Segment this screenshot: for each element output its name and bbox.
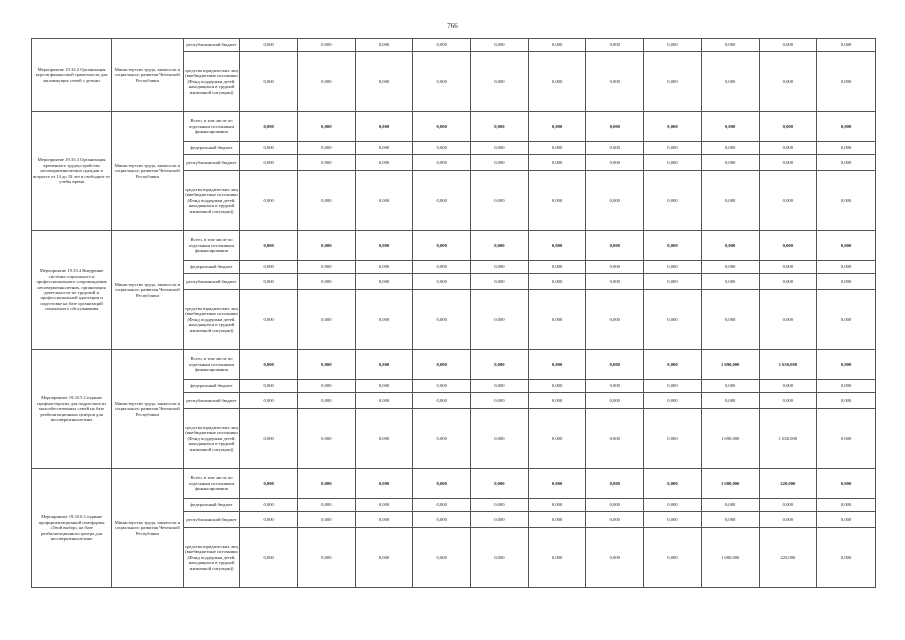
value-cell: 0,000 bbox=[355, 155, 413, 171]
value-cell: 0,000 bbox=[701, 171, 759, 231]
value-cell: 0,000 bbox=[528, 290, 586, 350]
value-cell: 0,000 bbox=[817, 39, 876, 52]
source-label: республиканский бюджет bbox=[183, 155, 240, 171]
source-label: федеральный бюджет bbox=[183, 261, 240, 274]
value-cell: 0,000 bbox=[471, 528, 529, 588]
value-cell: 0,000 bbox=[817, 52, 876, 112]
value-cell: 0,000 bbox=[644, 393, 702, 409]
table-row bbox=[32, 39, 876, 52]
value-cell: 0,000 bbox=[471, 380, 529, 393]
value-cell: 0,000 bbox=[817, 499, 876, 512]
value-cell: 0,000 bbox=[355, 52, 413, 112]
value-cell: 0,000 bbox=[298, 142, 356, 155]
value-cell: 0,000 bbox=[413, 393, 471, 409]
budget-table bbox=[31, 38, 876, 588]
value-cell: 0,000 bbox=[817, 512, 876, 528]
value-cell: 0,000 bbox=[586, 112, 644, 142]
value-cell: 0,000 bbox=[528, 350, 586, 380]
value-cell: 0,000 bbox=[528, 499, 586, 512]
value-cell: 0,000 bbox=[355, 231, 413, 261]
source-label: Всего, в том числе по отдельным источникам финансирования bbox=[183, 469, 240, 499]
value-cell: 0,000 bbox=[240, 142, 298, 155]
value-cell: 0,000 bbox=[759, 274, 817, 290]
value-cell: 0,000 bbox=[644, 512, 702, 528]
source-label: Всего, в том числе по отдельным источникам финансирования bbox=[183, 231, 240, 261]
value-cell: 0,000 bbox=[644, 469, 702, 499]
value-cell: 0,000 bbox=[471, 39, 529, 52]
value-cell: 0,000 bbox=[701, 39, 759, 52]
value-cell: 0,000 bbox=[240, 409, 298, 469]
value-cell: 0,000 bbox=[413, 261, 471, 274]
value-cell: 0,000 bbox=[471, 290, 529, 350]
value-cell: 0,000 bbox=[528, 380, 586, 393]
value-cell: 0,000 bbox=[644, 155, 702, 171]
value-cell: 0,000 bbox=[817, 393, 876, 409]
value-cell: 0,000 bbox=[240, 350, 298, 380]
value-cell: 0,000 bbox=[586, 261, 644, 274]
value-cell: 0,000 bbox=[528, 231, 586, 261]
value-cell: 0,000 bbox=[413, 290, 471, 350]
value-cell: 0,000 bbox=[759, 380, 817, 393]
value-cell: 0,000 bbox=[817, 261, 876, 274]
value-cell: 0,000 bbox=[528, 274, 586, 290]
source-label: федеральный бюджет bbox=[183, 499, 240, 512]
value-cell: 0,000 bbox=[240, 112, 298, 142]
value-cell: 0,000 bbox=[644, 231, 702, 261]
value-cell: 0,000 bbox=[701, 290, 759, 350]
value-cell: 0,000 bbox=[240, 512, 298, 528]
value-cell: 0,000 bbox=[355, 274, 413, 290]
table-row bbox=[32, 112, 876, 142]
source-label: республиканский бюджет bbox=[183, 274, 240, 290]
value-cell: 0,000 bbox=[644, 528, 702, 588]
value-cell: 0,000 bbox=[817, 350, 876, 380]
value-cell: 0,000 bbox=[528, 171, 586, 231]
value-cell: 0,000 bbox=[240, 155, 298, 171]
value-cell: 0,000 bbox=[298, 290, 356, 350]
value-cell: 0,000 bbox=[759, 155, 817, 171]
value-cell: 0,000 bbox=[586, 393, 644, 409]
value-cell: 0,000 bbox=[586, 350, 644, 380]
value-cell: 0,000 bbox=[701, 142, 759, 155]
value-cell: 0,000 bbox=[471, 52, 529, 112]
source-label: Всего, в том числе по отдельным источникам финансирования bbox=[183, 112, 240, 142]
source-label: средства юридических лиц (внебюджетные источники (Фонд поддержки детей, находящихся в трудной жизненной ситуации)) bbox=[183, 409, 240, 469]
value-cell: 0,000 bbox=[355, 350, 413, 380]
executor-cell: Министерство труда, занятости и социального развития Чеченской Республики bbox=[112, 350, 184, 469]
value-cell: 0,000 bbox=[817, 171, 876, 231]
value-cell: 0,000 bbox=[644, 142, 702, 155]
value-cell: 0,000 bbox=[471, 261, 529, 274]
value-cell: 0,000 bbox=[355, 409, 413, 469]
value-cell: 0,000 bbox=[817, 469, 876, 499]
value-cell: 0,000 bbox=[240, 274, 298, 290]
value-cell: 0,000 bbox=[298, 171, 356, 231]
value-cell: 0,000 bbox=[471, 512, 529, 528]
value-cell: 0,000 bbox=[701, 393, 759, 409]
value-cell: 0,000 bbox=[413, 142, 471, 155]
executor-cell: Министерство труда, занятости и социального развития Чеченской Республики bbox=[112, 231, 184, 350]
measure-title: Мероприятие 19.33.6 Создание профориентационной платформы «Твой выбор» на базе реабилитационного центра для несовершеннолетних bbox=[32, 469, 112, 588]
value-cell: 0,000 bbox=[817, 231, 876, 261]
executor-cell: Министерство труда, занятости и социального развития Чеченской Республики bbox=[112, 112, 184, 231]
value-cell: 0,000 bbox=[240, 528, 298, 588]
value-cell: 0,000 bbox=[355, 39, 413, 52]
value-cell: 0,000 bbox=[298, 155, 356, 171]
value-cell: 0,000 bbox=[759, 231, 817, 261]
value-cell: 0,000 bbox=[355, 112, 413, 142]
value-cell: 0,000 bbox=[240, 231, 298, 261]
value-cell: 0,000 bbox=[586, 512, 644, 528]
value-cell: 0,000 bbox=[586, 274, 644, 290]
value-cell: 0,000 bbox=[701, 499, 759, 512]
source-label: республиканский бюджет bbox=[183, 39, 240, 52]
value-cell: 0,000 bbox=[240, 469, 298, 499]
value-cell: 0,000 bbox=[471, 274, 529, 290]
source-label: средства юридических лиц (внебюджетные источники (Фонд поддержки детей, находящихся в трудной жизненной ситуации)) bbox=[183, 528, 240, 588]
value-cell: 0,000 bbox=[528, 142, 586, 155]
value-cell: 0,000 bbox=[298, 261, 356, 274]
page-number: 766 bbox=[447, 22, 458, 30]
value-cell: 0,000 bbox=[471, 171, 529, 231]
value-cell: 0,000 bbox=[644, 171, 702, 231]
value-cell: 1 690,000 bbox=[701, 409, 759, 469]
value-cell: 0,000 bbox=[528, 52, 586, 112]
source-label: средства юридических лиц (внебюджетные источники (Фонд поддержки детей, находящихся в трудной жизненной ситуации)) bbox=[183, 52, 240, 112]
value-cell: 0,000 bbox=[586, 155, 644, 171]
value-cell: 0,000 bbox=[413, 274, 471, 290]
value-cell: 0,000 bbox=[759, 393, 817, 409]
value-cell: 0,000 bbox=[644, 52, 702, 112]
value-cell: 0,000 bbox=[528, 409, 586, 469]
value-cell: 0,000 bbox=[759, 290, 817, 350]
value-cell: 0,000 bbox=[298, 393, 356, 409]
value-cell: 0,000 bbox=[413, 512, 471, 528]
value-cell: 0,000 bbox=[240, 39, 298, 52]
value-cell: 0,000 bbox=[355, 261, 413, 274]
value-cell: 0,000 bbox=[586, 39, 644, 52]
value-cell: 0,000 bbox=[644, 499, 702, 512]
value-cell: 0,000 bbox=[413, 112, 471, 142]
value-cell: 0,000 bbox=[701, 261, 759, 274]
value-cell: 0,000 bbox=[586, 171, 644, 231]
value-cell: 0,000 bbox=[298, 469, 356, 499]
value-cell: 0,000 bbox=[355, 380, 413, 393]
value-cell: 0,000 bbox=[298, 350, 356, 380]
value-cell: 0,000 bbox=[413, 52, 471, 112]
source-label: федеральный бюджет bbox=[183, 380, 240, 393]
measure-title: Мероприятие 19.32.2 Организация курсов финансовой грамотности для малоимущих семей с детьми bbox=[32, 39, 112, 112]
value-cell: 0,000 bbox=[413, 528, 471, 588]
value-cell: 0,000 bbox=[240, 261, 298, 274]
value-cell: 0,000 bbox=[759, 112, 817, 142]
source-label: средства юридических лиц (внебюджетные источники (Фонд поддержки детей, находящихся в трудной жизненной ситуации)) bbox=[183, 171, 240, 231]
value-cell: 0,000 bbox=[701, 112, 759, 142]
source-label: Всего, в том числе по отдельным источникам финансирования bbox=[183, 350, 240, 380]
value-cell: 0,000 bbox=[817, 142, 876, 155]
value-cell: 0,000 bbox=[759, 171, 817, 231]
value-cell: 220,000 bbox=[759, 469, 817, 499]
value-cell: 0,000 bbox=[298, 409, 356, 469]
value-cell: 0,000 bbox=[240, 171, 298, 231]
value-cell: 220,000 bbox=[759, 528, 817, 588]
value-cell: 0,000 bbox=[240, 499, 298, 512]
value-cell: 0,000 bbox=[471, 231, 529, 261]
value-cell: 0,000 bbox=[528, 155, 586, 171]
value-cell: 0,000 bbox=[471, 142, 529, 155]
value-cell: 0,000 bbox=[817, 274, 876, 290]
value-cell: 0,000 bbox=[413, 499, 471, 512]
value-cell: 1 680,000 bbox=[701, 469, 759, 499]
value-cell: 0,000 bbox=[528, 39, 586, 52]
executor-cell: Министерство труда, занятости и социального развития Чеченской Республики bbox=[112, 469, 184, 588]
value-cell: 0,000 bbox=[644, 39, 702, 52]
value-cell: 0,000 bbox=[528, 528, 586, 588]
value-cell: 0,000 bbox=[413, 155, 471, 171]
value-cell: 0,000 bbox=[355, 499, 413, 512]
value-cell: 0,000 bbox=[759, 39, 817, 52]
value-cell: 0,000 bbox=[644, 261, 702, 274]
value-cell: 0,000 bbox=[759, 52, 817, 112]
value-cell: 0,000 bbox=[240, 380, 298, 393]
measure-title: Мероприятие 19.33.4 Внедрение системы социального и профессионального сопровождения несовершеннолетних, организация деятельности по трудовой и профессиональной адаптации и подготовке на базе организаций социального обслуживания bbox=[32, 231, 112, 350]
value-cell: 0,000 bbox=[817, 380, 876, 393]
value-cell: 0,000 bbox=[355, 512, 413, 528]
value-cell: 0,000 bbox=[298, 52, 356, 112]
value-cell: 0,000 bbox=[355, 528, 413, 588]
value-cell: 0,000 bbox=[471, 112, 529, 142]
value-cell: 0,000 bbox=[298, 512, 356, 528]
value-cell: 0,000 bbox=[701, 52, 759, 112]
value-cell: 0,000 bbox=[298, 528, 356, 588]
value-cell: 0,000 bbox=[355, 393, 413, 409]
value-cell: 0,000 bbox=[586, 499, 644, 512]
value-cell: 0,000 bbox=[701, 512, 759, 528]
value-cell: 0,000 bbox=[298, 274, 356, 290]
value-cell: 0,000 bbox=[413, 350, 471, 380]
value-cell: 0,000 bbox=[413, 171, 471, 231]
value-cell: 0,000 bbox=[298, 231, 356, 261]
value-cell: 0,000 bbox=[471, 409, 529, 469]
value-cell: 0,000 bbox=[586, 290, 644, 350]
value-cell: 0,000 bbox=[471, 393, 529, 409]
value-cell: 0,000 bbox=[701, 274, 759, 290]
table-row bbox=[32, 350, 876, 380]
value-cell: 0,000 bbox=[759, 142, 817, 155]
value-cell: 0,000 bbox=[644, 274, 702, 290]
value-cell: 0,000 bbox=[413, 231, 471, 261]
value-cell: 0,000 bbox=[644, 409, 702, 469]
value-cell: 0,000 bbox=[240, 290, 298, 350]
value-cell: 0,000 bbox=[586, 142, 644, 155]
executor-cell: Министерство труда, занятости и социального развития Чеченской Республики bbox=[112, 39, 184, 112]
value-cell: 1 630,000 bbox=[759, 350, 817, 380]
value-cell: 0,000 bbox=[759, 512, 817, 528]
value-cell: 0,000 bbox=[759, 499, 817, 512]
value-cell: 0,000 bbox=[471, 155, 529, 171]
value-cell: 0,000 bbox=[644, 380, 702, 393]
value-cell: 0,000 bbox=[817, 155, 876, 171]
value-cell: 0,000 bbox=[701, 380, 759, 393]
value-cell: 0,000 bbox=[644, 112, 702, 142]
value-cell: 0,000 bbox=[413, 39, 471, 52]
value-cell: 0,000 bbox=[586, 528, 644, 588]
value-cell: 0,000 bbox=[298, 380, 356, 393]
value-cell: 0,000 bbox=[355, 469, 413, 499]
value-cell: 0,000 bbox=[817, 409, 876, 469]
value-cell: 0,000 bbox=[355, 171, 413, 231]
value-cell: 0,000 bbox=[413, 469, 471, 499]
value-cell: 1 630,000 bbox=[759, 409, 817, 469]
value-cell: 0,000 bbox=[528, 469, 586, 499]
value-cell: 0,000 bbox=[528, 512, 586, 528]
value-cell: 0,000 bbox=[528, 261, 586, 274]
value-cell: 0,000 bbox=[644, 290, 702, 350]
value-cell: 0,000 bbox=[817, 112, 876, 142]
value-cell: 0,000 bbox=[586, 409, 644, 469]
source-label: республиканский бюджет bbox=[183, 512, 240, 528]
value-cell: 0,000 bbox=[586, 231, 644, 261]
value-cell: 0,000 bbox=[298, 39, 356, 52]
table-row bbox=[32, 469, 876, 499]
value-cell: 0,000 bbox=[586, 469, 644, 499]
value-cell: 0,000 bbox=[644, 350, 702, 380]
value-cell: 0,000 bbox=[701, 231, 759, 261]
value-cell: 0,000 bbox=[413, 380, 471, 393]
value-cell: 0,000 bbox=[528, 112, 586, 142]
value-cell: 0,000 bbox=[471, 350, 529, 380]
value-cell: 0,000 bbox=[298, 112, 356, 142]
value-cell: 0,000 bbox=[701, 155, 759, 171]
value-cell: 0,000 bbox=[240, 393, 298, 409]
value-cell: 0,000 bbox=[759, 261, 817, 274]
value-cell: 0,000 bbox=[355, 290, 413, 350]
value-cell: 0,000 bbox=[298, 499, 356, 512]
value-cell: 0,000 bbox=[528, 393, 586, 409]
source-label: средства юридических лиц (внебюджетные источники (Фонд поддержки детей, находящихся в трудной жизненной ситуации)) bbox=[183, 290, 240, 350]
value-cell: 0,000 bbox=[240, 52, 298, 112]
source-label: республиканский бюджет bbox=[183, 393, 240, 409]
value-cell: 0,000 bbox=[471, 469, 529, 499]
measure-title: Мероприятие 19.33.5 Создание профмастерских для подростков из малообеспеченных семей на базе реабилитационных центров для несовершеннолетних bbox=[32, 350, 112, 469]
value-cell: 1 690,000 bbox=[701, 350, 759, 380]
value-cell: 0,000 bbox=[586, 380, 644, 393]
value-cell: 0,000 bbox=[817, 290, 876, 350]
value-cell: 0,000 bbox=[355, 142, 413, 155]
value-cell: 0,000 bbox=[586, 52, 644, 112]
value-cell: 0,000 bbox=[817, 528, 876, 588]
measure-title: Мероприятие 19.33.3 Организация временного трудоустройства несовершеннолетних граждан в возрасте от 14 до 18 лет в свободное от учебы время bbox=[32, 112, 112, 231]
value-cell: 0,000 bbox=[413, 409, 471, 469]
value-cell: 0,000 bbox=[471, 499, 529, 512]
table-row bbox=[32, 231, 876, 261]
source-label: федеральный бюджет bbox=[183, 142, 240, 155]
value-cell: 1 680,000 bbox=[701, 528, 759, 588]
